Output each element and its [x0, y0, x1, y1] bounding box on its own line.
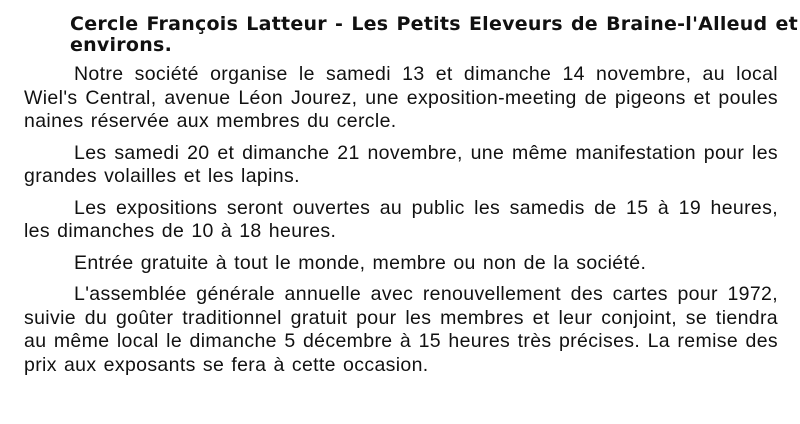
paragraph-general-assembly: [24, 283, 778, 377]
paragraph-text: Notre société organise le samedi 13 et dimanche 14 novembre, au local Wiel's Central, avenue Léon Jourez, une exposition-meeting de pigeons et poules naines réservée aux membres du cercle.: [24, 63, 778, 132]
paragraph-text: Les expositions seront ouvertes au public les samedis de 15 à 19 heures, les dimanches de 10 à 18 heures.: [24, 196, 778, 242]
paragraph-text: Les samedi 20 et dimanche 21 novembre, une même manifestation pour les grandes volailles et les lapins.: [24, 141, 778, 187]
article-heading: Cercle François Latteur - Les Petits Eleveurs de Braine-l'Alleud et environs.: [70, 13, 798, 56]
paragraph-exposition-pigeons: [24, 63, 778, 134]
paragraph-text: Entrée gratuite à tout le monde, membre ou non de la société.: [74, 251, 647, 274]
paragraph-text: L'assemblée générale annuelle avec renouvellement des cartes pour 1972, suivie du goûter traditionnel gratuit pour les membres et leur conjoint, se tiendra au même local le dimanche 5 décembre à 15 heures très précises. La remise des prix aux exposants se fera à cette occasion.: [24, 283, 778, 376]
paragraph-exposition-volailles: [24, 142, 778, 189]
paragraph-opening-hours: [24, 197, 778, 244]
paragraph-free-entry: [24, 252, 778, 276]
